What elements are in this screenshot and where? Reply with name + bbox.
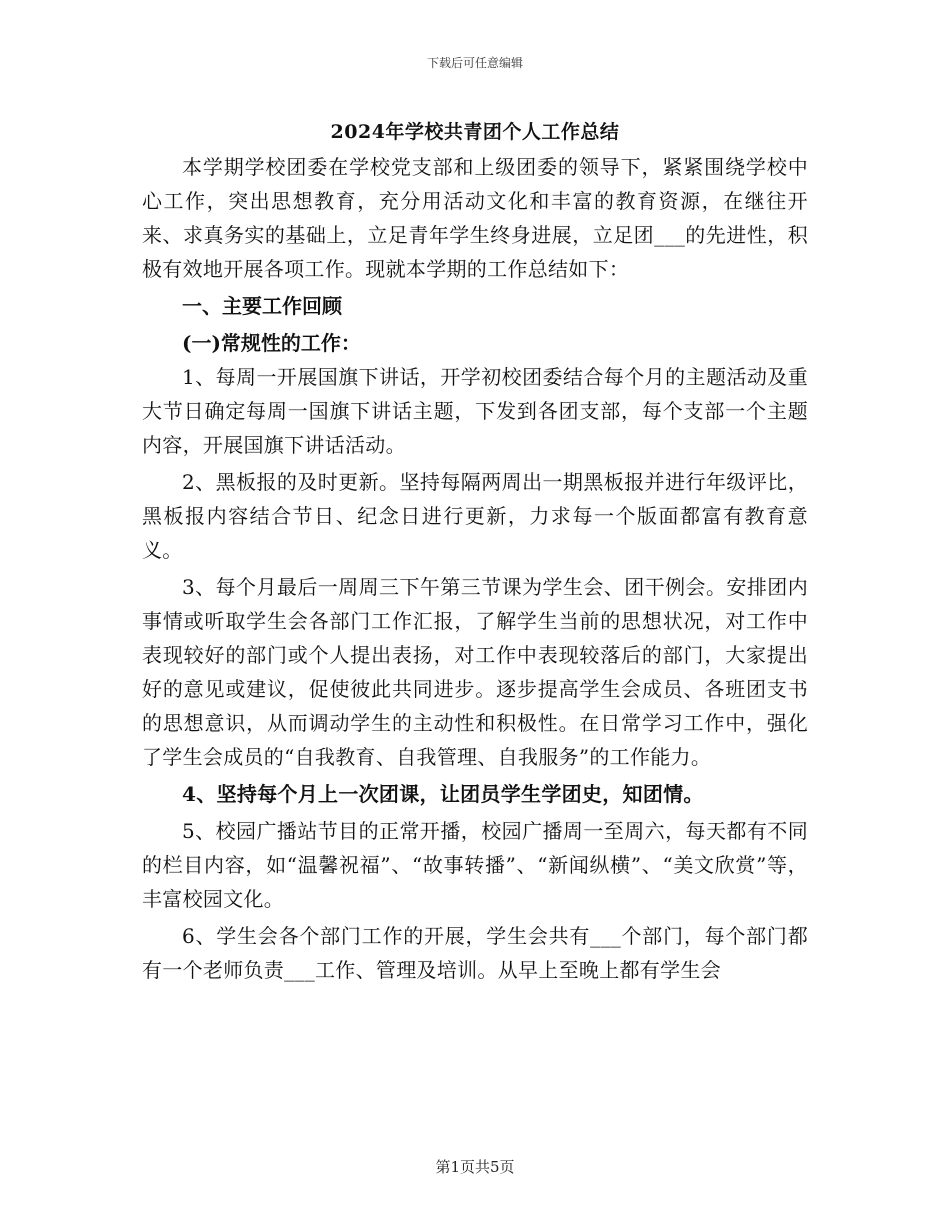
item-paragraph-3: 3、每个月最后一周周三下午第三节课为学生会、团干例会。安排团内事情或听取学生会各部门工作汇报，了解学生当前的思想状况，对工作中表现较好的部门或个人提出表扬，对工作中表现较落后的部门，大家提出好的意见或建议，促使彼此共同进步。逐步提高学生会成员、各班团支书的思想意识，从而调动学生的主动性和积极性。在日常学习工作中，强化了学生会成员的“自我教育、自我管理、自我服务”的工作能力。	[142, 575, 808, 769]
section-heading-review: 一、主要工作回顾	[182, 294, 342, 318]
item-paragraph-6: 6、学生会各个部门工作的开展，学生会共有___个部门，每个部门都有一个老师负责___工作、管理及培训。从早上至晚上都有学生会	[142, 924, 808, 982]
page-footer-number: 第1页共5页	[435, 1158, 515, 1176]
item-paragraph-1: 1、每周一开展国旗下讲话，开学初校团委结合每个月的主题活动及重大节日确定每周一国旗下讲话主题，下发到各团支部，每个支部一个主题内容，开展国旗下讲话活动。	[142, 365, 808, 457]
page-header-note: 下载后可任意编辑	[426, 56, 523, 70]
item-paragraph-4: 4、坚持每个月上一次团课，让团员学生学团史，知团情。	[182, 782, 704, 806]
document-body	[142, 150, 808, 987]
subsection-heading-routine: (一)常规性的工作：	[182, 331, 361, 355]
document-title: 2024年学校共青团个人工作总结	[330, 121, 620, 143]
item-paragraph-5: 5、校园广播站节目的正常开播，校园广播周一至周六，每天都有不同的栏目内容，如“温馨祝福”、“故事转播”、“新闻纵横”、“美文欣赏”等，丰富校园文化。	[142, 819, 808, 911]
item-paragraph-2: 2、黑板报的及时更新。坚持每隔两周出一期黑板报并进行年级评比，黑板报内容结合节日、纪念日进行更新，力求每一个版面都富有教育意义。	[142, 470, 808, 562]
intro-paragraph: 本学期学校团委在学校党支部和上级团委的领导下，紧紧围绕学校中心工作，突出思想教育，充分用活动文化和丰富的教育资源，在继往开来、求真务实的基础上，立足青年学生终身进展，立足团___的先进性，积极有效地开展各项工作。现就本学期的工作总结如下：	[142, 155, 808, 281]
